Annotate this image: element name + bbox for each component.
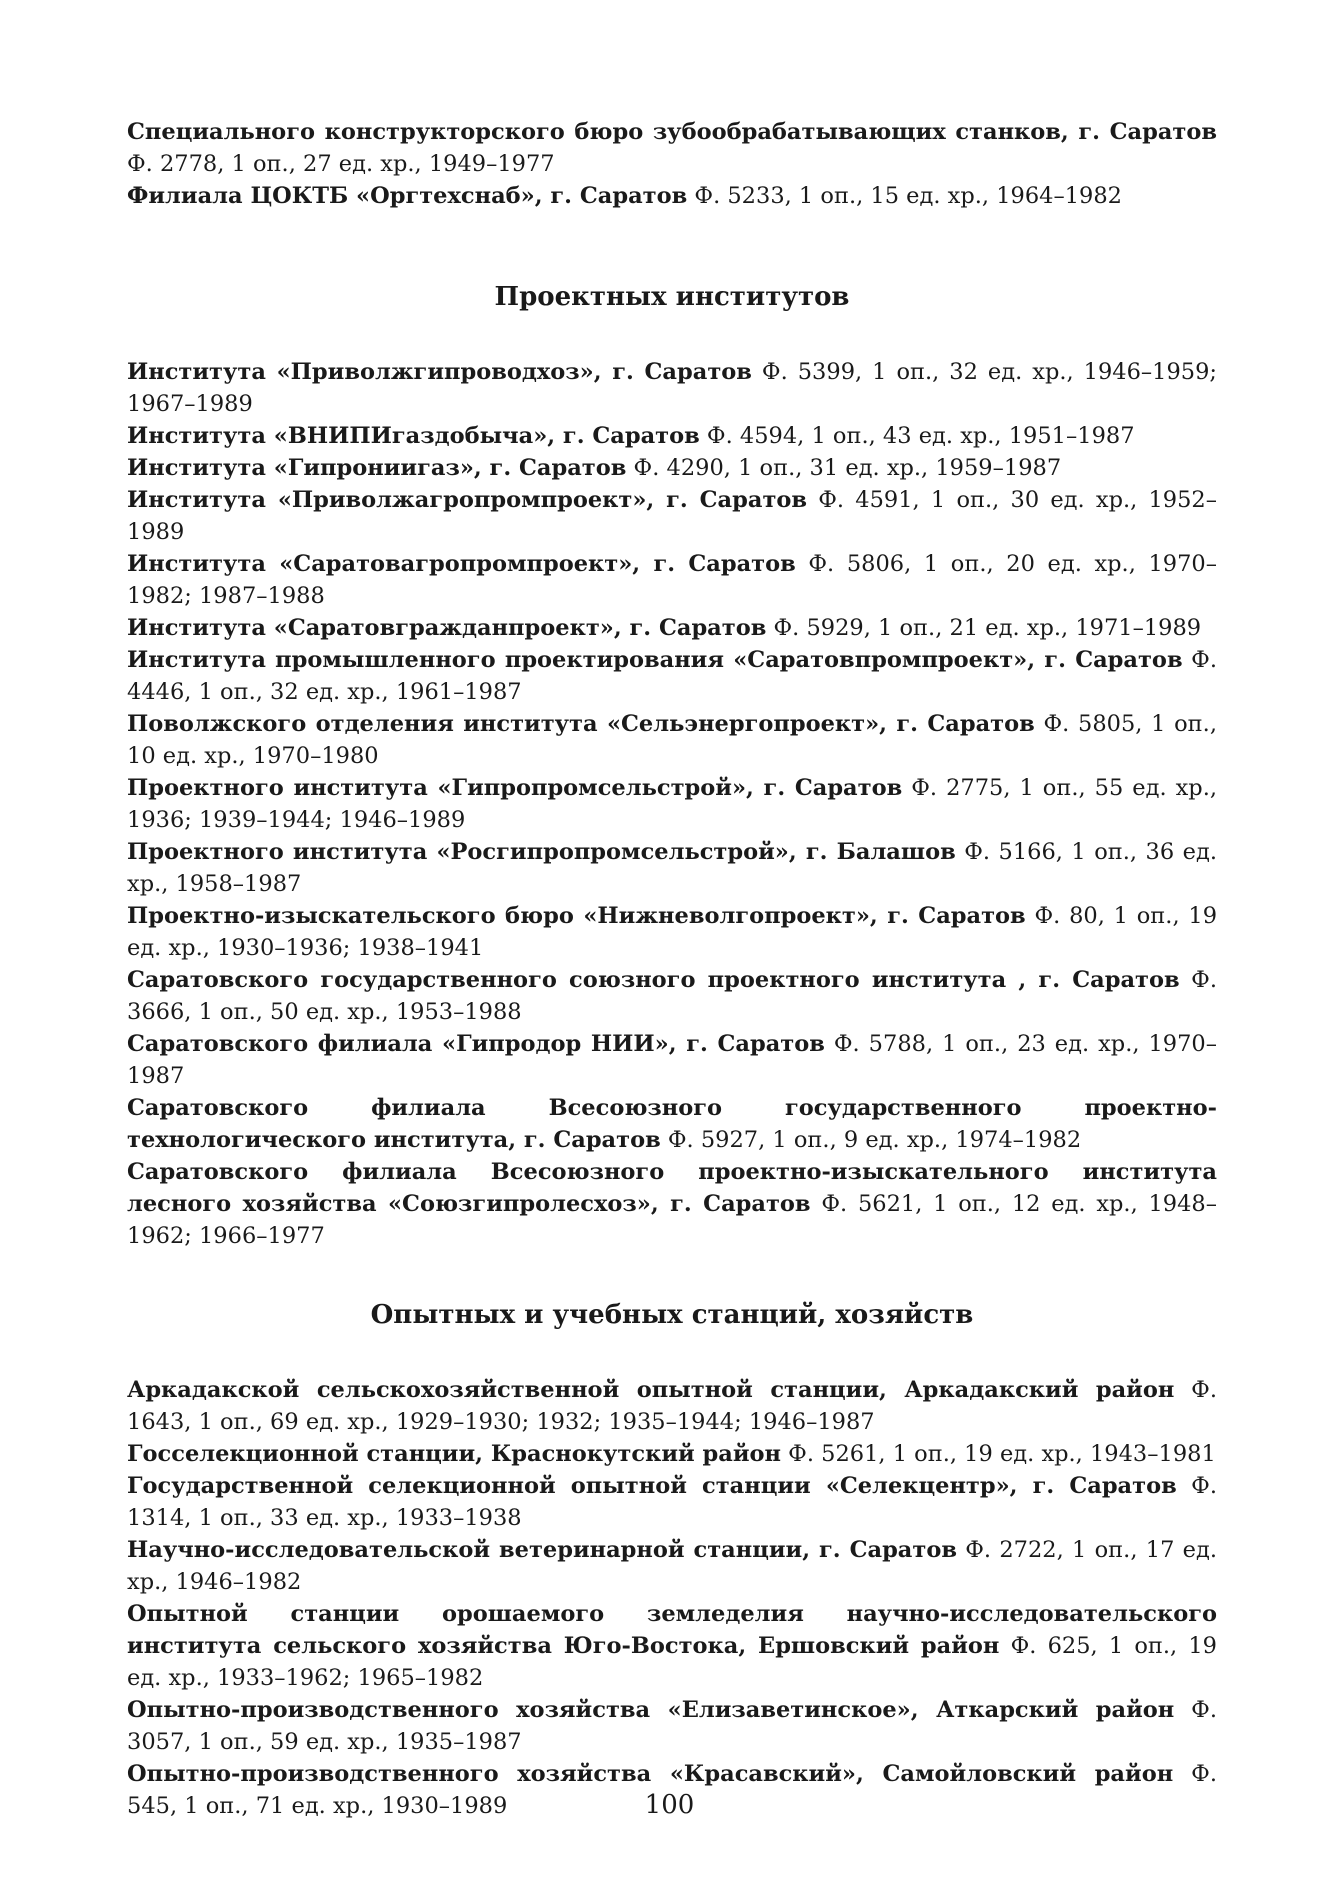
entry-org: Института «ВНИПИгаздобыча», г. Саратов <box>127 423 700 449</box>
entry-org: Опытной станции орошаемого земледелия научно-исследовательского института сельского хозяйства Юго-Востока, Ершовский район <box>127 1601 1217 1659</box>
list-item <box>127 1028 1217 1092</box>
intro-list <box>127 116 1217 212</box>
entry-details: Ф. 4446, 1 оп., 32 ед. хр., 1961–1987 <box>127 647 1218 705</box>
entry-org: Саратовского филиала Всесоюзного проектно-изыскательного института лесного хозяйства «Союзгипролесхоз», г. Саратов <box>127 1159 1217 1217</box>
entry-details: Ф. 1314, 1 оп., 33 ед. хр., 1933–1938 <box>127 1473 1217 1531</box>
entry-org: Саратовского филиала «Гипродор НИИ», г. Саратов <box>127 1031 825 1057</box>
section-list-experimental-stations <box>127 1374 1217 1822</box>
list-item <box>127 116 1217 180</box>
entry-org: Саратовского государственного союзного проектного института , г. Саратов <box>127 967 1180 993</box>
list-item <box>127 1156 1217 1252</box>
entry-org: Института «Приволжагропромпроект», г. Саратов <box>127 487 808 513</box>
entry-details: Ф. 5788, 1 оп., 23 ед. хр., 1970–1987 <box>127 1031 1217 1089</box>
entry-org: Проектно-изыскательского бюро «Нижневолгопроект», г. Саратов <box>127 903 1026 929</box>
list-item <box>127 1534 1217 1598</box>
entry-details: Ф. 1643, 1 оп., 69 ед. хр., 1929–1930; 1932; 1935–1944; 1946–1987 <box>127 1377 1218 1435</box>
list-item <box>127 772 1217 836</box>
entry-org: Института «Гипрониигаз», г. Саратов <box>127 455 627 481</box>
entry-org: Поволжского отделения института «Сельэнергопроект», г. Саратов <box>127 711 1035 737</box>
entry-details: Ф. 80, 1 оп., 19 ед. хр., 1930–1936; 1938–1941 <box>127 903 1218 961</box>
list-item <box>127 356 1217 420</box>
entry-org: Института «Саратовгражданпроект», г. Саратов <box>127 615 767 641</box>
page-content <box>127 116 1217 1822</box>
entry-org: Института промышленного проектирования «Саратовпромпроект», г. Саратов <box>127 647 1183 673</box>
entry-org: Госселекционной станции, Краснокутский район <box>127 1441 782 1467</box>
entry-details: Ф. 625, 1 оп., 19 ед. хр., 1933–1962; 1965–1982 <box>127 1633 1218 1691</box>
entry-details: Ф. 2775, 1 оп., 55 ед. хр., 1936; 1939–1944; 1946–1989 <box>127 775 1218 833</box>
list-item <box>127 1092 1217 1156</box>
entry-org: Института «Приволжгипроводхоз», г. Саратов <box>127 359 752 385</box>
entry-details: Ф. 5261, 1 оп., 19 ед. хр., 1943–1981 <box>788 1441 1216 1467</box>
list-item <box>127 452 1217 484</box>
list-item <box>127 484 1217 548</box>
entry-org: Проектного института «Гипропромсельстрой», г. Саратов <box>127 775 903 801</box>
entry-details: Ф. 5166, 1 оп., 36 ед. хр., 1958–1987 <box>127 839 1217 897</box>
entry-details: Ф. 4290, 1 оп., 31 ед. хр., 1959–1987 <box>633 455 1062 481</box>
entry-details: Ф. 3057, 1 оп., 59 ед. хр., 1935–1987 <box>127 1697 1217 1755</box>
entry-org: Филиала ЦОКТБ «Оргтехснаб», г. Саратов <box>127 183 688 209</box>
list-item <box>127 612 1217 644</box>
entry-details: Ф. 5233, 1 оп., 15 ед. хр., 1964–1982 <box>694 183 1122 209</box>
entry-org: Аркадакской сельскохозяйственной опытной станции, Аркадакский район <box>127 1377 1175 1403</box>
list-item <box>127 1470 1217 1534</box>
section-heading: Опытных и учебных станций, хозяйств <box>370 1300 974 1330</box>
list-item <box>127 180 1217 212</box>
section-list-design-institutes <box>127 356 1217 1252</box>
entry-org: Специального конструкторского бюро зубообрабатывающих станков, г. Саратов <box>127 119 1217 145</box>
entry-org: Института «Саратовагропромпроект», г. Саратов <box>127 551 796 577</box>
entry-details: Ф. 2778, 1 оп., 27 ед. хр., 1949–1977 <box>127 151 555 177</box>
entry-details: Ф. 2722, 1 оп., 17 ед. хр., 1946–1982 <box>127 1537 1217 1595</box>
list-item <box>127 1694 1217 1758</box>
entry-org: Опытно-производственного хозяйства «Елизаветинское», Аткарский район <box>127 1697 1175 1723</box>
entry-details: Ф. 4594, 1 оп., 43 ед. хр., 1951–1987 <box>706 423 1135 449</box>
list-item <box>127 900 1217 964</box>
list-item <box>127 1598 1217 1694</box>
list-item <box>127 964 1217 1028</box>
entry-details: Ф. 4591, 1 оп., 30 ед. хр., 1952–1989 <box>127 487 1217 545</box>
entry-org: Опытно-производственного хозяйства «Красавский», Самойловский район <box>127 1761 1174 1787</box>
list-item <box>127 836 1217 900</box>
entry-details: Ф. 5929, 1 оп., 21 ед. хр., 1971–1989 <box>773 615 1202 641</box>
entry-details: Ф. 5399, 1 оп., 32 ед. хр., 1946–1959; 1967–1989 <box>127 359 1217 417</box>
entry-org: Научно-исследовательской ветеринарной станции, г. Саратов <box>127 1537 957 1563</box>
entry-details: Ф. 5621, 1 оп., 12 ед. хр., 1948–1962; 1966–1977 <box>127 1191 1218 1249</box>
list-item <box>127 420 1217 452</box>
section-heading: Проектных институтов <box>494 282 850 312</box>
entry-details: Ф. 3666, 1 оп., 50 ед. хр., 1953–1988 <box>127 967 1217 1025</box>
entry-details: Ф. 5806, 1 оп., 20 ед. хр., 1970–1982; 1987–1988 <box>127 551 1217 609</box>
entry-details: Ф. 5927, 1 оп., 9 ед. хр., 1974–1982 <box>667 1127 1082 1153</box>
list-item <box>127 644 1217 708</box>
list-item <box>127 708 1217 772</box>
list-item <box>127 548 1217 612</box>
entry-details: Ф. 545, 1 оп., 71 ед. хр., 1930–1989 <box>127 1761 1218 1819</box>
entry-org: Саратовского филиала Всесоюзного государственного проектно-технологического института, г. Саратов <box>127 1095 1217 1153</box>
page-number: 100 <box>644 1790 695 1820</box>
entry-org: Проектного института «Росгипропромсельстрой», г. Балашов <box>127 839 956 865</box>
list-item <box>127 1438 1217 1470</box>
list-item <box>127 1374 1217 1438</box>
entry-details: Ф. 5805, 1 оп., 10 ед. хр., 1970–1980 <box>127 711 1217 769</box>
entry-org: Государственной селекционной опытной станции «Селекцентр», г. Саратов <box>127 1473 1177 1499</box>
